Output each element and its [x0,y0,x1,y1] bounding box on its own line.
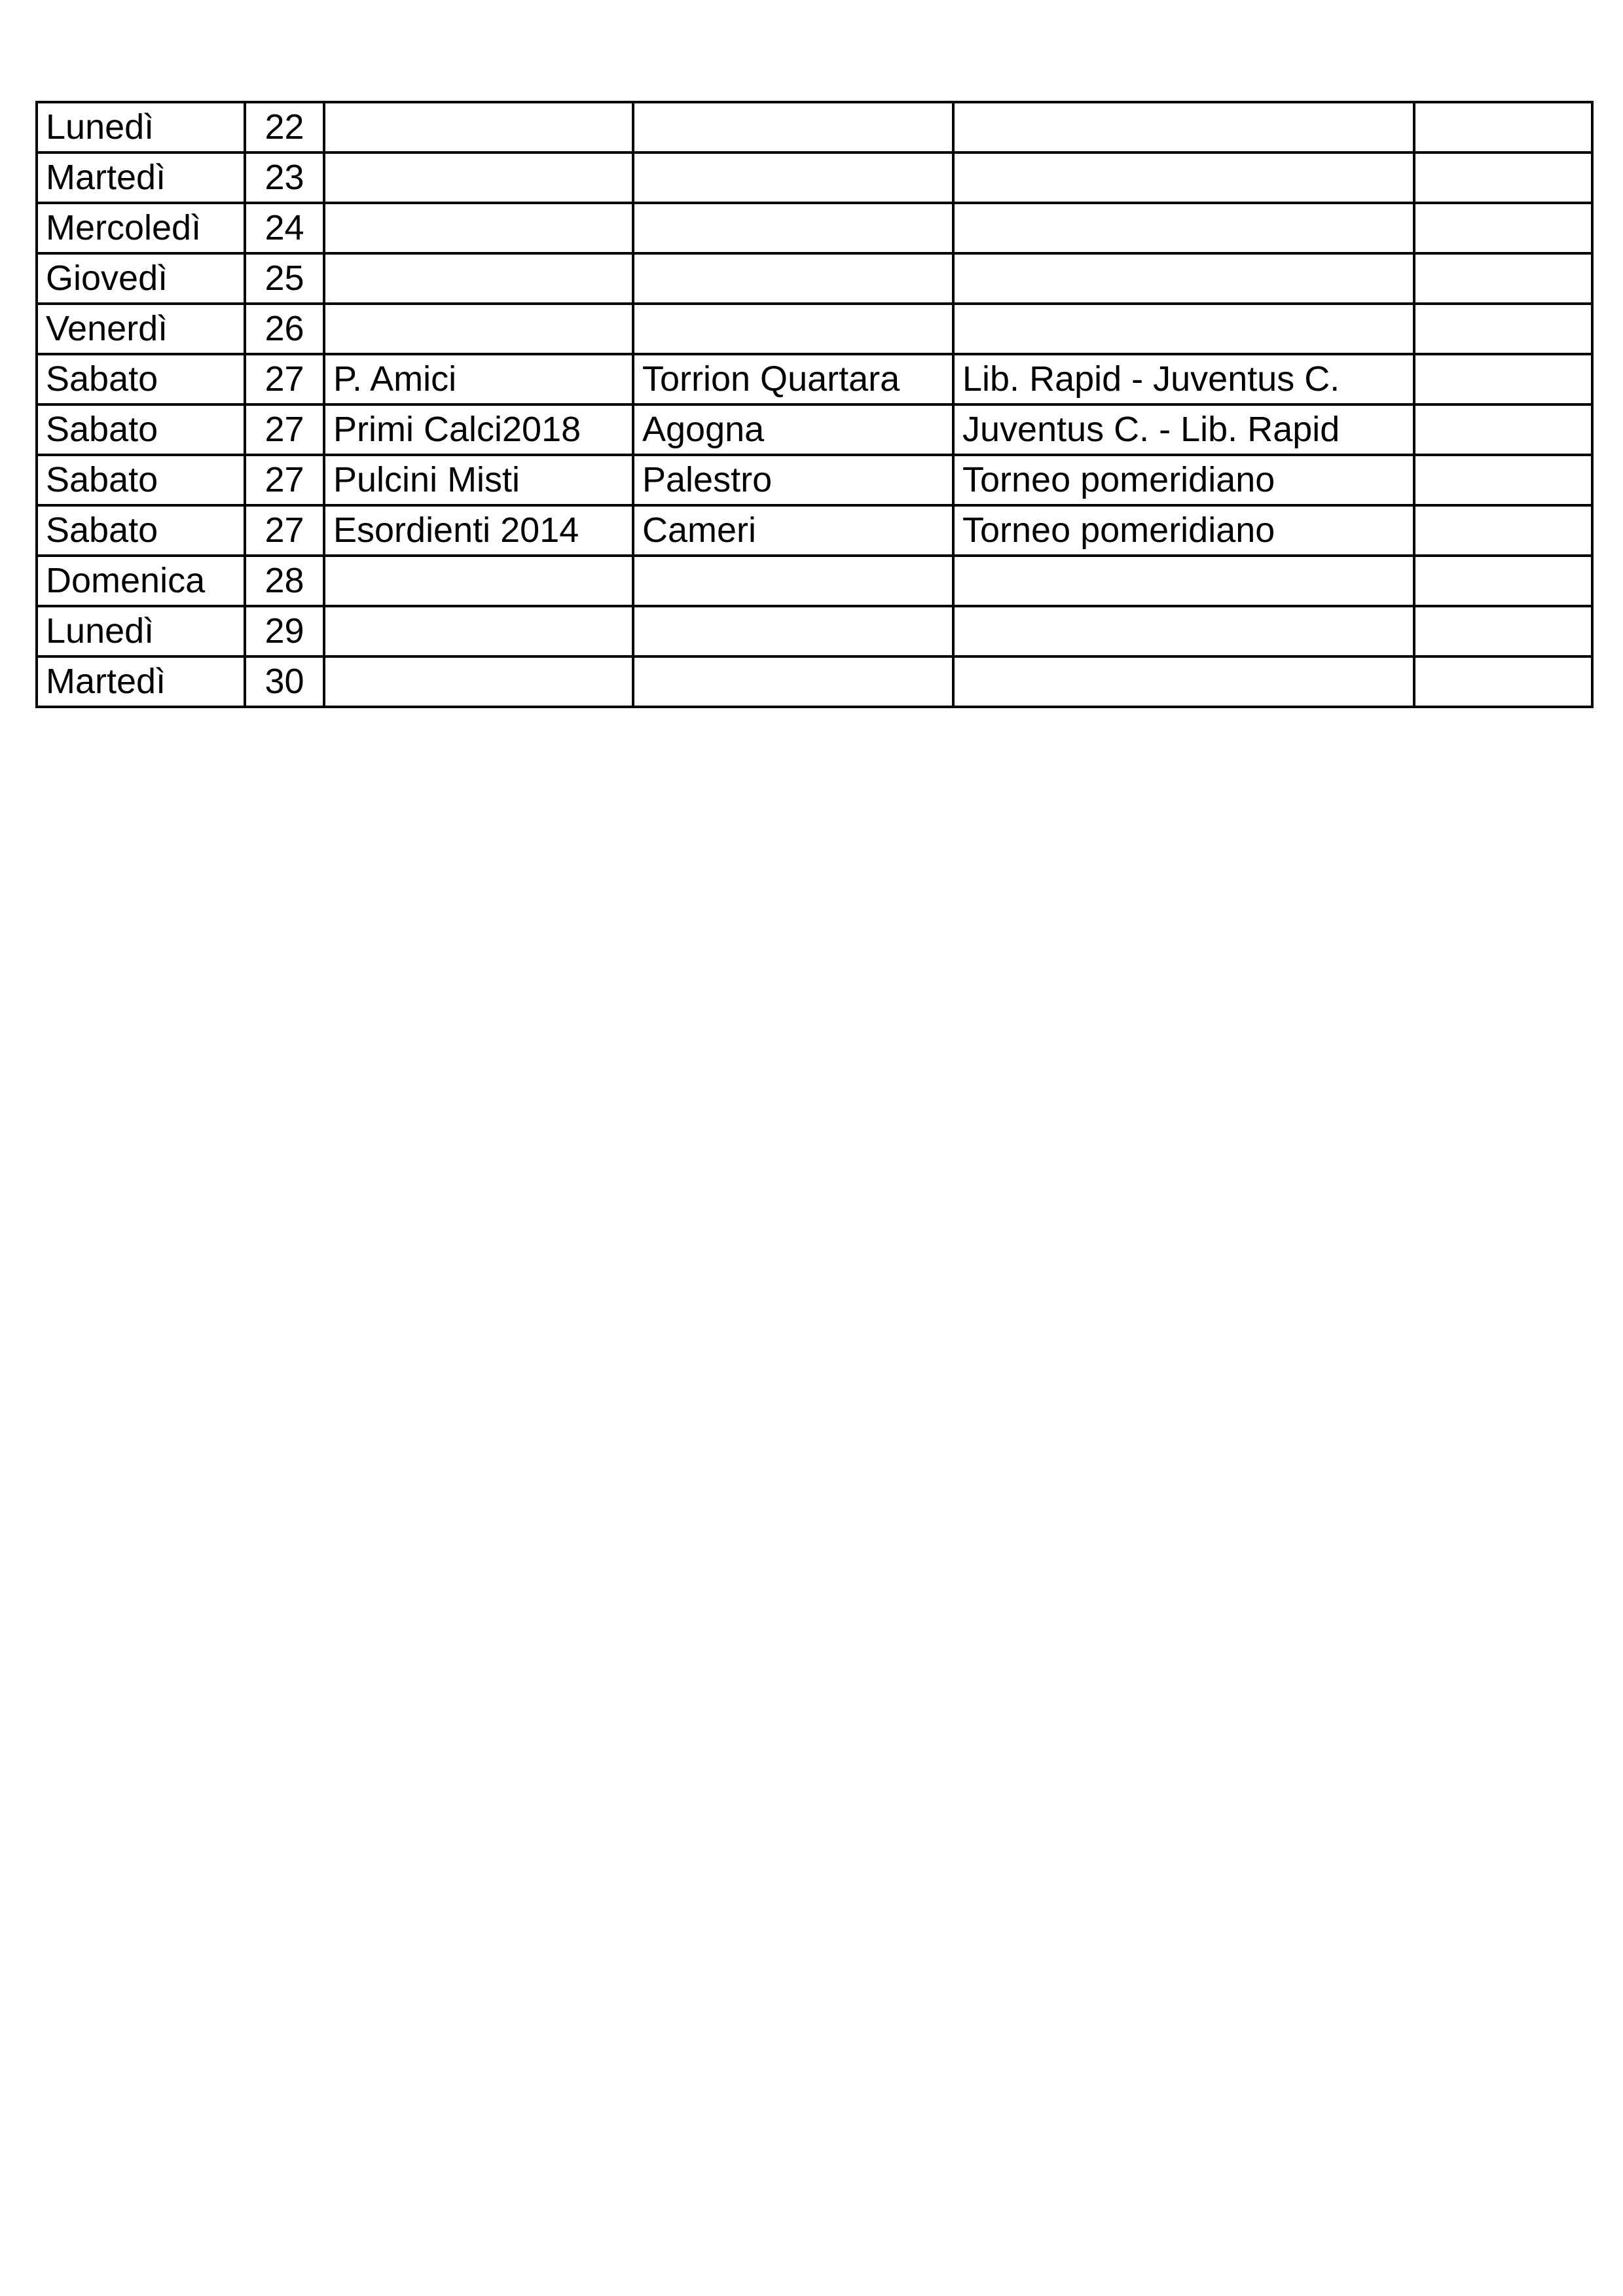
notes-cell [1414,404,1592,455]
category-cell [324,152,633,203]
table-row [37,152,1592,203]
table-row [37,656,1592,707]
notes-cell [1414,102,1592,152]
match-cell [953,203,1414,253]
day-cell: Sabato [37,404,245,455]
notes-cell [1414,253,1592,304]
day-cell: Giovedì [37,253,245,304]
notes-cell [1414,656,1592,707]
match-cell: Lib. Rapid - Juventus C. [953,354,1414,404]
category-cell: Primi Calci2018 [324,404,633,455]
date-cell: 25 [245,253,324,304]
match-cell [953,304,1414,354]
place-cell [633,304,953,354]
notes-cell [1414,304,1592,354]
date-cell: 26 [245,304,324,354]
date-cell: 27 [245,404,324,455]
day-cell: Venerdì [37,304,245,354]
table-row [37,404,1592,455]
table-row [37,253,1592,304]
table-row [37,102,1592,152]
notes-cell [1414,556,1592,606]
day-cell: Martedì [37,152,245,203]
place-cell [633,606,953,656]
place-cell [633,152,953,203]
table-row [37,556,1592,606]
match-cell: Torneo pomeridiano [953,505,1414,556]
place-cell [633,203,953,253]
place-cell [633,556,953,606]
match-cell [953,656,1414,707]
date-cell: 27 [245,354,324,404]
schedule-table [35,101,1594,708]
notes-cell [1414,152,1592,203]
day-cell: Lunedì [37,102,245,152]
match-cell [953,556,1414,606]
place-cell [633,656,953,707]
category-cell: Pulcini Misti [324,455,633,505]
place-cell [633,102,953,152]
date-cell: 27 [245,505,324,556]
day-cell: Sabato [37,455,245,505]
category-cell [324,102,633,152]
match-cell [953,152,1414,203]
table-row [37,304,1592,354]
notes-cell [1414,203,1592,253]
date-cell: 23 [245,152,324,203]
notes-cell [1414,505,1592,556]
date-cell: 29 [245,606,324,656]
date-cell: 30 [245,656,324,707]
category-cell: P. Amici [324,354,633,404]
table-row [37,354,1592,404]
table-row [37,203,1592,253]
match-cell [953,102,1414,152]
table-row [37,505,1592,556]
date-cell: 28 [245,556,324,606]
notes-cell [1414,455,1592,505]
table-row [37,455,1592,505]
category-cell [324,656,633,707]
notes-cell [1414,354,1592,404]
day-cell: Martedì [37,656,245,707]
category-cell [324,304,633,354]
day-cell: Mercoledì [37,203,245,253]
match-cell: Torneo pomeridiano [953,455,1414,505]
category-cell [324,556,633,606]
day-cell: Sabato [37,505,245,556]
match-cell [953,606,1414,656]
notes-cell [1414,606,1592,656]
place-cell: Agogna [633,404,953,455]
category-cell [324,253,633,304]
day-cell: Sabato [37,354,245,404]
date-cell: 24 [245,203,324,253]
match-cell: Juventus C. - Lib. Rapid [953,404,1414,455]
category-cell [324,203,633,253]
date-cell: 22 [245,102,324,152]
place-cell: Torrion Quartara [633,354,953,404]
place-cell: Cameri [633,505,953,556]
schedule-body [37,102,1592,707]
category-cell: Esordienti 2014 [324,505,633,556]
category-cell [324,606,633,656]
place-cell: Palestro [633,455,953,505]
table-row [37,606,1592,656]
day-cell: Domenica [37,556,245,606]
match-cell [953,253,1414,304]
place-cell [633,253,953,304]
date-cell: 27 [245,455,324,505]
day-cell: Lunedì [37,606,245,656]
